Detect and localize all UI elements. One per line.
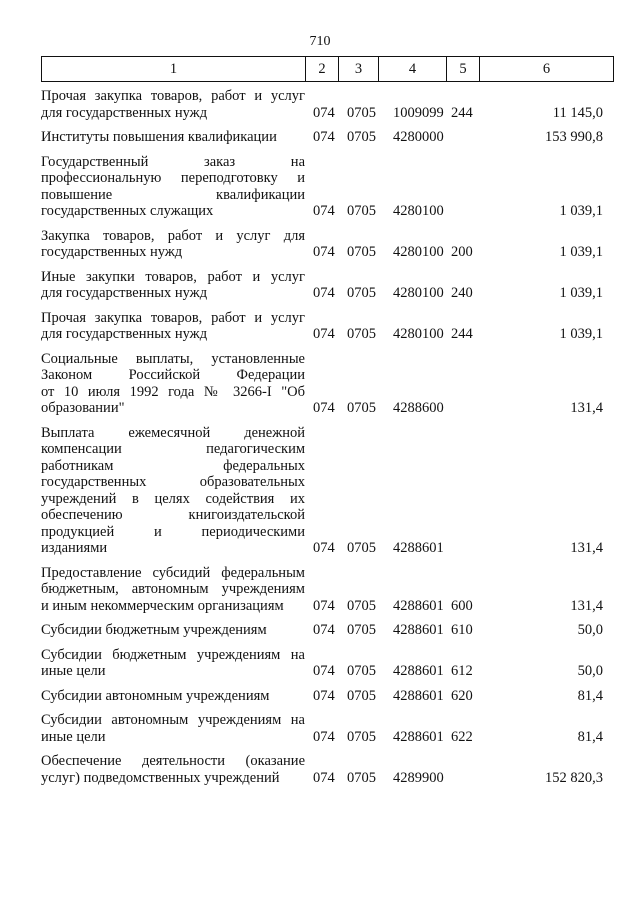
cell-c2: 074 [313,597,335,614]
cell-c5: 244 [451,326,473,342]
column-header-table [41,56,614,82]
cell-c5: 610 [451,622,473,638]
column-header-6: 6 [480,57,614,82]
table-row [41,269,613,302]
description-line: Субсидии бюджетным учреждениям на [41,646,305,663]
description-line: Субсидии бюджетным учреждениям [41,622,267,638]
table-row [41,622,613,639]
table-row [41,88,613,121]
table-row [41,129,613,146]
table-row [41,712,613,745]
description-line: Обеспечение деятельности (оказание [41,753,305,769]
page-number: 710 [309,34,331,49]
description-line: Иные закупки товаров, работ и услуг [41,268,305,285]
cell-c5: 600 [451,597,473,614]
row-description [41,425,305,557]
cell-c3: 0705 [347,597,376,614]
column-header-2: 2 [306,57,339,82]
row-codes [41,663,613,680]
description-line: Субсидии автономным учреждениям [41,687,270,704]
cell-c2: 074 [313,400,335,416]
description-line: и иным некоммерческим организациям [41,597,284,614]
description-line: продукцией и периодическими [41,523,305,540]
description-line: Выплата ежемесячной денежной [41,424,305,441]
table-row [41,647,613,680]
description-line: образовании" [41,400,125,416]
column-header-5: 5 [447,57,480,82]
cell-c2: 074 [313,687,335,704]
cell-c3: 0705 [347,769,376,786]
row-codes [41,598,613,615]
cell-c6: 1 039,1 [559,285,603,301]
row-codes [41,129,613,146]
description-line: Социальные выплаты, установленные [41,350,305,367]
cell-c4: 4288601 [393,663,444,679]
cell-c4: 4288601 [393,597,444,614]
cell-c2: 074 [313,203,335,219]
cell-c3: 0705 [347,203,376,219]
cell-c4: 4288601 [393,540,444,556]
description-line: Закупка товаров, работ и услуг для [41,227,305,244]
table-row [41,154,613,220]
cell-c3: 0705 [347,540,376,556]
table-row [41,425,613,557]
description-line: иные цели [41,728,106,745]
cell-c5: 612 [451,663,473,679]
cell-c6: 131,4 [570,400,603,416]
cell-c3: 0705 [347,663,376,679]
row-codes [41,540,613,557]
cell-c3: 0705 [347,400,376,416]
description-line: Предоставление субсидий федеральным [41,564,305,581]
table-row [41,688,613,705]
row-codes [41,729,613,746]
cell-c3: 0705 [347,728,376,745]
column-header-4: 4 [379,57,447,82]
cell-c6: 131,4 [570,540,603,556]
cell-c6: 152 820,3 [545,769,603,786]
cell-c4: 4280100 [393,203,444,219]
description-line: Прочая закупка товаров, работ и услуг [41,309,305,326]
cell-c2: 074 [313,663,335,679]
description-line: Институты повышения квалификации [41,129,277,145]
cell-c4: 4280000 [393,129,444,145]
description-line: для государственных нужд [41,326,208,342]
column-header-1: 1 [42,57,306,82]
cell-c6: 1 039,1 [559,203,603,219]
cell-c6: 50,0 [577,663,603,679]
table-row [41,228,613,261]
description-line: иные цели [41,663,106,679]
cell-c6: 50,0 [577,622,603,638]
cell-c6: 1 039,1 [559,244,603,260]
cell-c3: 0705 [347,687,376,704]
cell-c6: 153 990,8 [545,129,603,145]
description-line: государственных нужд [41,244,183,260]
cell-c4: 4288600 [393,400,444,416]
description-line: учреждений в целях содействия их [41,490,305,507]
description-line: повышение квалификации [41,186,305,203]
cell-c6: 1 039,1 [559,326,603,342]
description-line: Законом Российской Федерации [41,367,305,383]
row-codes [41,770,613,787]
cell-c4: 4288601 [393,687,444,704]
description-line: профессиональную переподготовку и [41,170,305,186]
description-line: услуг) подведомственных учреждений [41,769,280,786]
cell-c4: 1009099 [393,104,444,121]
cell-c3: 0705 [347,285,376,301]
description-line: работникам федеральных [41,457,305,474]
description-line: государственных образовательных [41,474,305,490]
cell-c5: 620 [451,687,473,704]
cell-c6: 131,4 [570,597,603,614]
table-row [41,753,613,786]
cell-c3: 0705 [347,622,376,638]
cell-c2: 074 [313,104,335,121]
cell-c4: 4288601 [393,728,444,745]
cell-c2: 074 [313,728,335,745]
cell-c2: 074 [313,622,335,638]
row-codes [41,622,613,639]
description-line: изданиями [41,540,108,556]
description-line: компенсации педагогическим [41,441,305,457]
table-row [41,351,613,417]
cell-c4: 4288601 [393,622,444,638]
cell-c3: 0705 [347,104,376,121]
cell-c6: 11 145,0 [552,104,603,121]
cell-c4: 4289900 [393,769,444,786]
cell-c2: 074 [313,129,335,145]
cell-c4: 4280100 [393,244,444,260]
cell-c4: 4280100 [393,285,444,301]
cell-c2: 074 [313,285,335,301]
cell-c2: 074 [313,326,335,342]
cell-c5: 244 [451,104,473,121]
row-codes [41,285,613,302]
cell-c3: 0705 [347,326,376,342]
row-codes [41,244,613,261]
row-codes [41,105,613,122]
budget-rows [41,88,613,794]
row-codes [41,326,613,343]
cell-c5: 622 [451,728,473,745]
description-line: Государственный заказ на [41,153,305,170]
description-line: для государственных нужд [41,104,208,121]
row-codes [41,203,613,220]
column-header-row [42,57,614,82]
cell-c3: 0705 [347,244,376,260]
row-codes [41,688,613,705]
cell-c2: 074 [313,244,335,260]
description-line: государственных служащих [41,203,214,219]
description-line: обеспечению книгоиздательской [41,507,305,523]
description-line: от 10 июля 1992 года № 3266-I "Об [41,383,305,400]
cell-c4: 4280100 [393,326,444,342]
description-line: для государственных нужд [41,285,208,301]
description-line: бюджетным, автономным учреждениям [41,581,305,597]
row-codes [41,400,613,417]
column-header-3: 3 [339,57,379,82]
cell-c2: 074 [313,769,335,786]
description-line: Прочая закупка товаров, работ и услуг [41,88,305,104]
cell-c2: 074 [313,540,335,556]
table-row [41,565,613,615]
cell-c6: 81,4 [577,728,603,745]
cell-c3: 0705 [347,129,376,145]
cell-c6: 81,4 [577,687,603,704]
cell-c5: 200 [451,244,473,260]
cell-c5: 240 [451,285,473,301]
description-line: Субсидии автономным учреждениям на [41,712,305,728]
table-row [41,310,613,343]
